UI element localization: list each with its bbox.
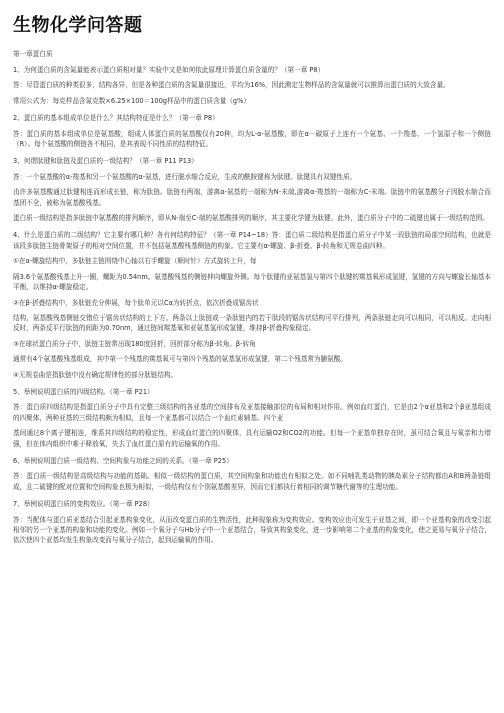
answer-5-part-2: 基间通过8个离子键相连，维系其四级结构的稳定性，形成血红蛋白的四聚体，具有运输O2和CO2的功能。但每一个亚基单独存在时，虽可结合氧且与氧亲和力增强，但在体内组织中难于释放氧，失去了血红蛋白原有的运输氧的作用。 [13,429,491,448]
alpha-helix-line-2: 隔3.6个氨基酸残基上升一圈，螺距为0.54nm。氨基酸残基的侧链伸向螺旋外侧。每个肽键的亚氨基氢与第四个肽键的羰基氧形成氢键，氢键的方向与螺旋长轴基本平衡，以维持α-螺旋稳定。 [13,272,491,292]
chapter-heading: 第一章蛋白质 [13,50,53,58]
answer-7: 答：当配体与蛋白质亚基结合引起亚基构象变化，从而改变蛋白质的生物活性，此种现象称为变构效应。变构效应也可发生于亚基之间，即一个亚基构象的改变引起相邻的另一个亚基的构象和功能的变化。例如一个氧分子与Hb分子中一个亚基结合，导致其构象变化，进一步影响第二个亚基的构象变化，使之更易与氧分子结合，依次使四个亚基均发生构象改变而与氧分子结合，起到运输氧的作用。 [13,515,491,545]
beta-sheet-line-2: 结构，氨基酸残基侧链交错位于锯齿状结构的上下方。两条以上肽链或一条肽链内的若干肽段的锯齿状结构可平行排列，两条肽链走向可以相同，可以相反。走向相反时，两条反平行肽链的间距为0.70nm，通过链间羰基氧和亚氨基氢形成氢键，维持β-折叠构象稳定。 [13,313,491,333]
answer-6: 答：蛋白质一级结构是高级结构与功能的基础。相似一级结构的蛋白质，其空间构象和功能也有相似之处。如不同哺乳类动物的胰岛素分子结构都由A和B两条链组成，且二硫键的配对位置和空间构象也极为相似，一级结构仅有个别氨基酸差异，因而它们都执行着相同的调节糖代谢等的生理功能。 [13,472,491,491]
question-5: 5、举例说明蛋白质的四级结构。（第一章 P21） [13,387,154,396]
beta-turn-line-1: ③在球状蛋白质分子中，肽链主链常出现180度回折，回折部分称为β-转角。β-转角 [13,339,256,348]
question-6: 6、举例说明蛋白质一级结构、空间构象与功能之间的关系。（第一章 P25） [13,456,233,465]
alpha-helix-line-1: ①在α-螺旋结构中，多肽链主链围绕中心轴以右手螺旋（顺时针）方式旋转上升，每 [13,257,257,266]
random-coil: ④无规卷曲是指肽链中没有确定规律性的部分肽链结构。 [13,370,178,379]
question-3: 3、何谓肽键和肽链及蛋白质的一级结构？（第一章 P11 P13） [13,157,198,166]
answer-1-formula: 常用公式为：每克样品含氮克数×6.25×100＝100g样品中的蛋白质含量（g%） [13,96,250,105]
beta-turn-line-2: 通常有4个氨基酸残基组成，其中第一个残基的羰基氧可与第四个残基的氨基氢形成氢键，第二个残基常为脯氨酸。 [13,355,347,364]
answer-3-peptide-bond: 答：一个氨基酸的α-羧基和另一个氨基酸的α-氨基，进行脱水缩合反应，生成的酰胺键称为肽键。肽键具有双键性质。 [13,172,357,181]
question-7: 7、举例说明蛋白质的变构效应。（第一章 P28） [13,500,154,509]
question-1: 1、为何蛋白质的含氮量能表示蛋白质相对量？实验中又是如何依此原理计算蛋白质含量的？（第一章 P8） [13,66,325,74]
answer-1: 答：尽管蛋白质的种类很多，结构各异，但是各种蛋白质的含氮量很接近，平均为16%，因此测定生物样品的含氮量就可以推算出蛋白质的大致含量。 [13,81,450,90]
answer-3-primary-structure: 蛋白质一级结构是指多肽链中氨基酸的排列顺序，即从N-端至C-端的氨基酸排列的顺序，其主要化学键为肽键。此外，蛋白质分子中的二硫键也属于一级结构范围。 [13,214,489,223]
document-title: 生物化学问答题 [13,15,143,36]
question-2: 2、蛋白质的基本组成单位是什么？其结构特征是什么？（第一章 P8） [13,114,219,123]
answer-2: 答：蛋白质的基本组成单位是氨基酸，组成人体蛋白质的氨基酸仅有20种，均为L-α-氨基酸，即在α－碳原子上连有一个氨基、一个羧基、一个氢原子和一个侧链（R）。每个氨基酸的侧链各不相同，是其表现不同性质的结构特征。 [13,129,491,149]
answer-3-peptide-chain: 由许多氨基酸通过肽键相连而形成长链，称为肽链。肽链有两端，游离α-氨基的一端称为N-末端,游离α-羧基的一端称为C-末端。肽链中的氨基酸分子因脱水缩合而基团不全，被称为氨基酸残基。 [13,188,491,207]
answer-5-part-1: 答：蛋白质四级结构是指蛋白质分子中具有完整三级结构的各亚基的空间排布及亚基接触部位的布局和相对作用。例如血红蛋白，它是由2个α亚基和2个β亚基组成的四聚体，两种亚基的三级结构颇为相似，且每一个亚基都可以结合一个血红素辅基。四个亚 [13,403,491,422]
question-answer-4: 4、什么是蛋白质的二级结构？它主要有哪几种？各有何结构特征？（第一章 P14~18）答：蛋白质二级结构是指蛋白质分子中某一段肽链的局部空间结构，也就是该段多肽链主链骨架原子的相对空间位置，并不包括氨基酸残基侧链的构象。它主要有α-螺旋、β-折叠、β-转角和无规卷曲四种。 [13,231,491,250]
beta-sheet-line-1: ②在β-折叠结构中，多肽链充分伸展，每个肽单元以Cα为转折点，依次折叠成锯齿状 [13,298,259,307]
